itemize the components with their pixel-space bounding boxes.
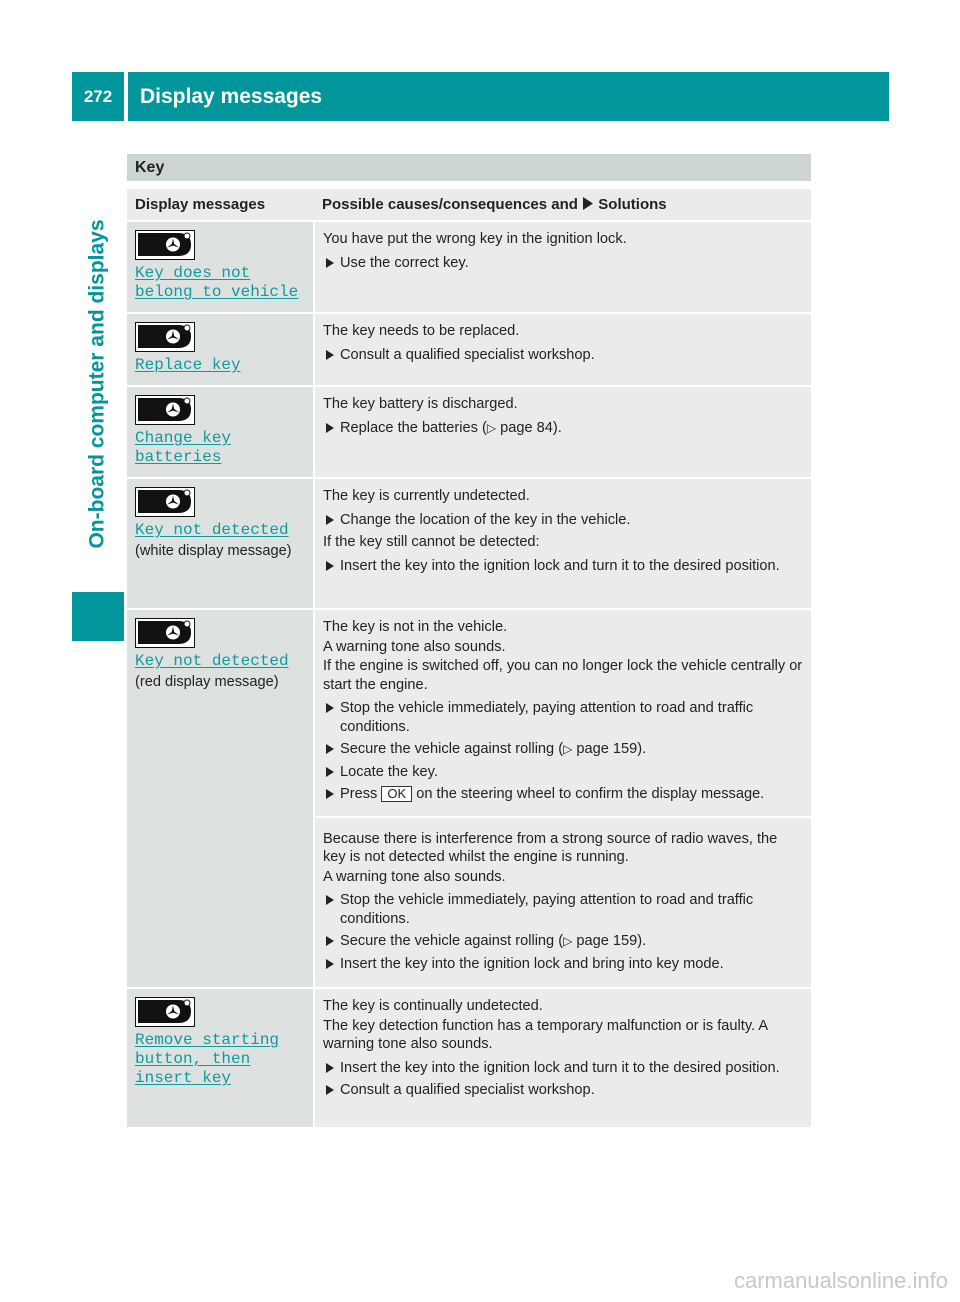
solution-step-text-end: ). [552, 419, 562, 436]
solution-cell [314, 313, 811, 386]
play-arrow-icon [582, 197, 594, 210]
cause-text: The key is currently undetected. [323, 488, 530, 504]
page-reference-triangle-icon: ▷ [486, 420, 497, 435]
cause-text: A warning tone also sounds. [323, 868, 506, 885]
message-note: (white display message) [135, 543, 292, 559]
table-row [127, 478, 811, 609]
message-text: Key not detected [135, 521, 289, 539]
solution-step-text-end: ). [637, 741, 647, 757]
cause-text: The key is continually undetected. [323, 998, 543, 1014]
message-cell [127, 221, 314, 313]
solution-cell [314, 609, 811, 988]
message-text: Change key batteries [135, 429, 232, 466]
key-fob-icon [135, 230, 195, 260]
solution-step: Stop the vehicle immediately, paying attention to road and traffic conditions. [323, 699, 803, 736]
cause-text: If the key still cannot be detected: [323, 534, 540, 550]
message-cell [127, 988, 314, 1128]
solution-cell [314, 478, 811, 609]
table-row [127, 221, 811, 313]
solution-step: Consult a qualified specialist workshop. [323, 1081, 803, 1100]
solution-step [323, 785, 803, 804]
solution-step [323, 740, 803, 759]
message-text: Key not detected [135, 652, 289, 670]
key-fob-icon [135, 997, 195, 1027]
solution-step-text: Secure the vehicle against rolling ( [340, 741, 564, 757]
chapter-tab-label: On-board computer and displays [86, 219, 109, 549]
cause-text: The key battery is discharged. [323, 396, 518, 412]
solution-step: Change the location of the key in the vehicle. [323, 511, 803, 530]
cause-text: Because there is interference from a strong source of radio waves, the key is not detected whilst the engine is running. [323, 830, 778, 865]
sub-case-block [315, 816, 811, 974]
solution-step-text: Replace the batteries ( [340, 419, 487, 436]
solution-step-text: Secure the vehicle against rolling ( [340, 933, 564, 949]
solution-step: Insert the key into the ignition lock and turn it to the desired position. [323, 557, 803, 576]
chapter-tab-marker [72, 592, 124, 641]
page-reference-link[interactable]: page 159 [576, 933, 638, 949]
page-title: Display messages [128, 72, 889, 121]
table-row [127, 313, 811, 386]
page-reference-triangle-icon: ▷ [563, 934, 573, 948]
display-messages-table [127, 189, 811, 1129]
solution-step: Locate the key. [323, 763, 803, 782]
table-header-row [127, 189, 811, 221]
solution-step [323, 419, 803, 438]
table-row [127, 988, 811, 1128]
message-text: Key does not belong to vehicle [135, 264, 299, 301]
solution-step [323, 932, 803, 951]
watermark: carmanualsonline.info [733, 1268, 948, 1293]
message-cell [127, 609, 314, 988]
cause-text: The key is not in the vehicle. [323, 619, 508, 635]
page-reference-link[interactable]: page 159 [576, 741, 638, 757]
message-cell [127, 386, 314, 478]
solution-step: Insert the key into the ignition lock and bring into key mode. [323, 955, 803, 974]
solution-cell [314, 988, 811, 1128]
section-title: Key [127, 154, 811, 181]
solution-step: Stop the vehicle immediately, paying attention to road and traffic conditions. [323, 891, 803, 928]
page-reference-triangle-icon: ▷ [563, 742, 573, 756]
message-cell [127, 313, 314, 386]
solution-step-text-end: on the steering wheel to confirm the display message. [416, 786, 765, 802]
key-fob-icon [135, 322, 195, 352]
col-header-solutions-label: Solutions [598, 196, 667, 213]
message-text: Replace key [135, 356, 241, 374]
table-row [127, 386, 811, 478]
solution-step: Use the correct key. [323, 254, 803, 273]
key-fob-icon [135, 487, 195, 517]
cause-text: The key needs to be replaced. [323, 323, 520, 339]
col-header-causes: Possible causes/consequences and [322, 196, 578, 213]
col-header-solutions [314, 189, 811, 221]
cause-text: A warning tone also sounds. [323, 638, 506, 655]
solution-cell [314, 221, 811, 313]
cause-text: If the engine is switched off, you can no longer lock the vehicle centrally or start the engine. [323, 658, 803, 693]
cause-text: The key detection function has a temporary malfunction or is faulty. A warning tone also sounds. [323, 1017, 768, 1052]
key-fob-icon [135, 395, 195, 425]
solution-step: Insert the key into the ignition lock and turn it to the desired position. [323, 1059, 803, 1078]
solution-cell [314, 386, 811, 478]
key-fob-icon [135, 618, 195, 648]
table-row [127, 609, 811, 988]
message-cell [127, 478, 314, 609]
cause-text: You have put the wrong key in the ignition lock. [323, 231, 627, 247]
page-reference-link[interactable]: page 84 [500, 419, 553, 436]
chapter-tab[interactable] [72, 184, 124, 584]
ok-button-symbol: OK [381, 786, 412, 802]
message-note: (red display message) [135, 674, 279, 690]
solution-step: Consult a qualified specialist workshop. [323, 346, 803, 365]
page-number: 272 [72, 72, 124, 121]
solution-step-text: Press [340, 786, 378, 802]
col-header-messages: Display messages [127, 189, 314, 221]
solution-step-text-end: ). [637, 933, 647, 949]
message-text: Remove starting button, then insert key [135, 1031, 280, 1087]
